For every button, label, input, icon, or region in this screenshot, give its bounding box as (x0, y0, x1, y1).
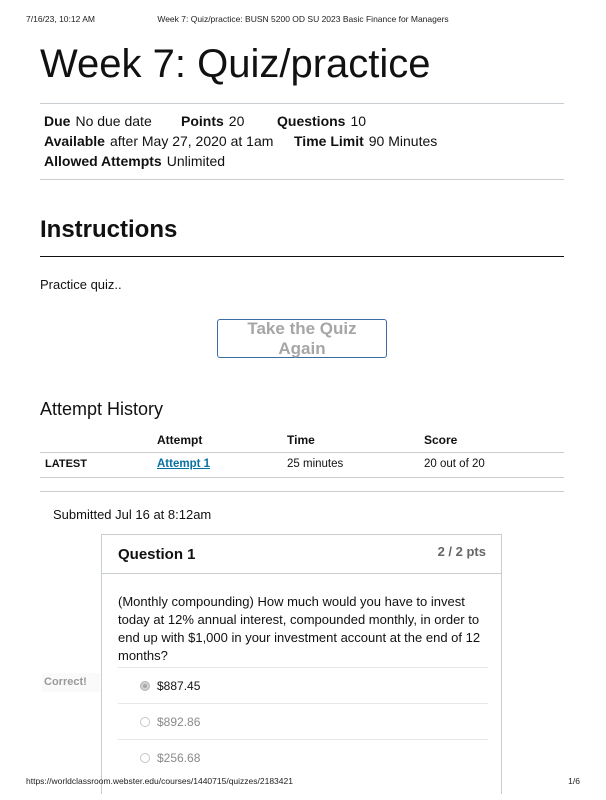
submitted-timestamp: Submitted Jul 16 at 8:12am (53, 507, 212, 522)
attempts-label: Allowed Attempts (44, 153, 162, 169)
attempt-history-table (40, 428, 564, 478)
points-detail (181, 113, 244, 129)
points-value: 20 (228, 113, 245, 129)
correct-flag: Correct! (42, 673, 100, 692)
question-points: 2 / 2 pts (437, 544, 486, 559)
time-limit-value: 90 Minutes (368, 133, 438, 149)
question-text: (Monthly compounding) How much would you have to invest today at 12% annual interest, compounded monthly, in order to end up with $1,000 in your investment account at the end of 12 months? (118, 594, 481, 663)
print-page-number: 1/6 (568, 776, 580, 786)
answer-label: $256.68 (157, 751, 201, 765)
question-title: Question 1 (118, 546, 196, 563)
attempt-history-heading: Attempt History (40, 399, 164, 419)
time-limit-label: Time Limit (294, 133, 364, 149)
take-quiz-again-button[interactable]: Take the Quiz Again (217, 319, 387, 358)
points-label: Points (181, 113, 224, 129)
column-header-score: Score (424, 433, 458, 447)
due-detail (44, 113, 152, 129)
radio-selected-icon[interactable] (140, 681, 150, 691)
due-value: No due date (75, 113, 152, 129)
due-label: Due (44, 113, 71, 129)
answer-label: $887.45 (157, 679, 201, 693)
print-header (26, 14, 580, 24)
answer-label: $892.86 (157, 715, 201, 729)
available-label: Available (44, 133, 105, 149)
questions-detail (277, 113, 366, 129)
time-limit-detail (294, 133, 437, 149)
print-footer (26, 776, 580, 786)
answer-option-1[interactable] (118, 667, 488, 703)
quiz-details (40, 103, 564, 180)
radio-icon[interactable] (140, 717, 150, 727)
questions-value: 10 (350, 113, 367, 129)
latest-label: LATEST (45, 458, 87, 470)
attempt-score: 20 out of 20 (424, 458, 485, 470)
instructions-heading: Instructions (40, 216, 564, 257)
instructions-text: Practice quiz.. (40, 277, 122, 292)
print-url: https://worldclassroom.webster.edu/courses/1440715/quizzes/2183421 (26, 776, 293, 786)
print-page-title: Week 7: Quiz/practice: BUSN 5200 OD SU 2023 Basic Finance for Managers (157, 14, 449, 24)
question-header (102, 535, 501, 574)
attempts-detail (44, 153, 225, 169)
available-detail (44, 133, 273, 149)
column-header-time: Time (287, 433, 315, 447)
table-header-row (40, 428, 564, 453)
page-title: Week 7: Quiz/practice (40, 42, 431, 86)
radio-icon[interactable] (140, 753, 150, 763)
available-value: after May 27, 2020 at 1am (109, 133, 274, 149)
answer-option-2[interactable] (118, 703, 488, 739)
print-datetime: 7/16/23, 10:12 AM (26, 14, 95, 24)
divider (40, 491, 564, 492)
column-header-attempt: Attempt (157, 433, 203, 447)
attempts-value: Unlimited (166, 153, 226, 169)
questions-label: Questions (277, 113, 346, 129)
attempt-time: 25 minutes (287, 458, 344, 470)
attempt-1-link[interactable]: Attempt 1 (157, 458, 211, 470)
table-row (40, 453, 564, 478)
question-1 (101, 534, 502, 794)
answer-option-3[interactable] (118, 739, 488, 775)
